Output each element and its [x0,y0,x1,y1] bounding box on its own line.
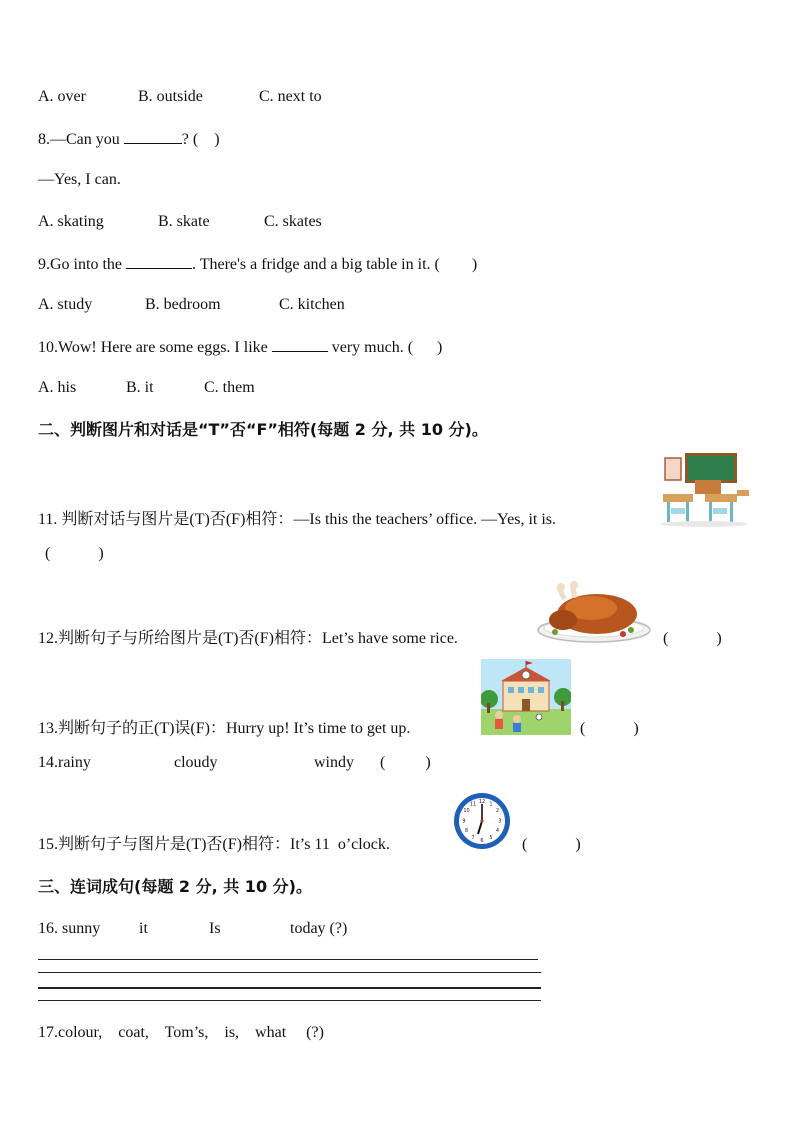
q7-option-b: B. outside [138,88,203,105]
svg-text:1: 1 [489,801,493,808]
q9-blank [126,254,192,269]
section-3-heading: 三、连词成句(每题 2 分, 共 10 分)。 [38,877,312,896]
q7-option-a: A. over [38,88,86,105]
q9-option-c: C. kitchen [279,296,345,313]
q9-stem: 9.Go into the . There's a fridge and a big table in it. ( ) [38,256,478,273]
answer-line-1 [38,959,538,960]
q10-option-c: C. them [204,379,255,396]
q17-words: 17.colour, coat, Tom’s, is, what (?) [38,1024,324,1041]
q15-question: 15.判断句子与图片是(T)否(F)相符：It’s 11 o’clock. [38,836,390,853]
q10-blank [272,337,328,352]
svg-text:6: 6 [480,838,484,844]
classroom-picture [655,450,753,528]
q13-question: 13.判断句子的正(T)误(F)：Hurry up! It’s time to get up. [38,720,411,737]
answer-line-4 [38,1000,541,1001]
answer-line-2 [38,972,541,973]
svg-text:7: 7 [471,835,475,841]
svg-text:4: 4 [495,828,500,834]
svg-text:10: 10 [463,808,470,814]
q8-blank [124,129,182,144]
q15-answer-paren: ( ) [522,836,581,853]
q16-word-is: Is [209,920,221,937]
q14-word-cloudy: cloudy [174,754,218,771]
svg-text:3: 3 [498,818,502,825]
q10-option-a: A. his [38,379,77,396]
q11-answer-paren: ( ) [45,545,104,562]
svg-text:11: 11 [469,801,477,808]
q16-word-it: it [139,920,148,937]
svg-text:12: 12 [478,799,486,805]
svg-text:5: 5 [489,835,493,841]
svg-text:8: 8 [464,828,469,834]
q12-answer-paren: ( ) [663,630,722,647]
q8-option-b: B. skate [158,213,210,230]
q12-question: 12.判断句子与所给图片是(T)否(F)相符：Let’s have some rice. [38,630,458,647]
q11-question: 11. 判断对话与图片是(T)否(F)相符：—Is this the teachers’ office. —Yes, it is. [38,511,557,528]
roast-chicken-picture [535,580,653,646]
q14-word-rainy: 14.rainy [38,754,91,771]
q10-option-b: B. it [126,379,154,396]
q14-word-windy: windy [314,754,354,771]
school-picture [481,659,571,735]
section-2-heading: 二、判断图片和对话是“T”否“F”相符(每题 2 分, 共 10 分)。 [38,420,488,439]
q16-word-sunny: 16. sunny [38,920,101,937]
q7-option-c: C. next to [259,88,322,105]
svg-text:9: 9 [462,818,466,825]
q13-answer-paren: ( ) [580,720,639,737]
q8-option-a: A. skating [38,213,104,230]
clock-picture [453,792,511,850]
q8-stem: 8.—Can you ? ( ) [38,131,220,148]
answer-line-3 [38,987,541,989]
q8-reply: —Yes, I can. [38,171,121,188]
q10-stem: 10.Wow! Here are some eggs. I like very much. ( ) [38,339,443,356]
q8-option-c: C. skates [264,213,322,230]
svg-text:2: 2 [495,808,500,814]
q14-answer-paren: ( ) [380,754,431,771]
q9-option-a: A. study [38,296,93,313]
q9-option-b: B. bedroom [145,296,221,313]
q16-word-today: today (?) [290,920,348,937]
